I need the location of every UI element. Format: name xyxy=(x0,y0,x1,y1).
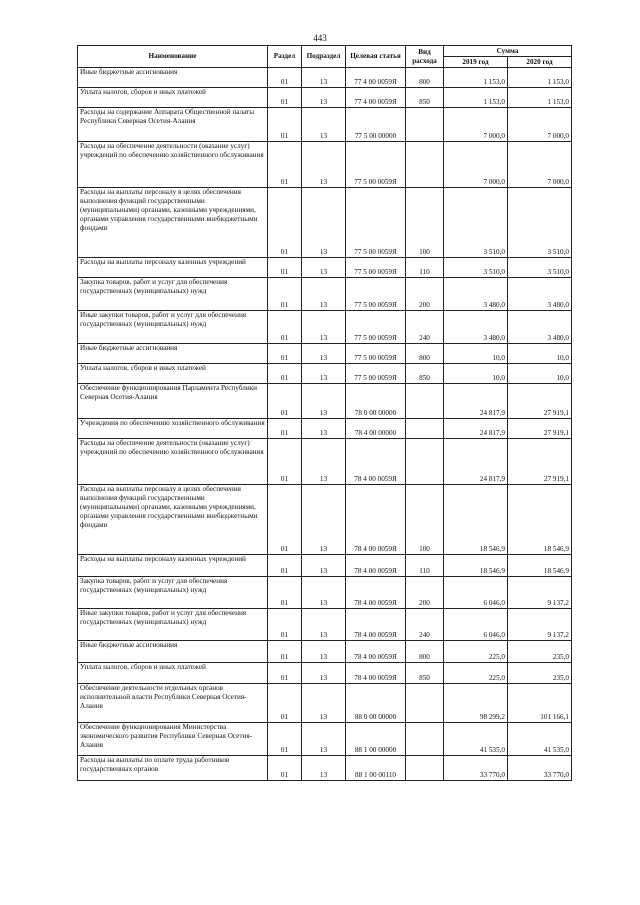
table-row xyxy=(78,485,572,555)
row-subsection: 13 xyxy=(302,684,346,723)
header-name: Наименование xyxy=(78,46,268,68)
row-expense-type xyxy=(406,419,444,439)
table-row xyxy=(78,278,572,311)
row-section: 01 xyxy=(268,258,302,278)
row-name: Расходы на выплаты персоналу в целях обеспечения выполнения функций государственными (муниципальными) органами, казенными учреждениями, органами управления государственными внебюджетными фондами xyxy=(78,188,268,258)
table-row xyxy=(78,364,572,384)
row-sum-2019: 225,0 xyxy=(444,663,508,684)
row-article: 77 5 00 0059Я xyxy=(346,278,406,311)
row-sum-2019: 7 000,0 xyxy=(444,142,508,188)
row-article: 78 4 00 00000 xyxy=(346,419,406,439)
row-section: 01 xyxy=(268,419,302,439)
row-expense-type xyxy=(406,142,444,188)
row-name: Иные бюджетные ассигнования xyxy=(78,68,268,88)
row-expense-type: 240 xyxy=(406,311,444,344)
row-section: 01 xyxy=(268,663,302,684)
row-section: 01 xyxy=(268,384,302,419)
row-sum-2020: 10,0 xyxy=(508,364,572,384)
row-section: 01 xyxy=(268,609,302,641)
row-subsection: 13 xyxy=(302,278,346,311)
row-section: 01 xyxy=(268,439,302,485)
row-section: 01 xyxy=(268,756,302,781)
row-article: 88 1 00 00000 xyxy=(346,723,406,756)
header-article: Целевая статья xyxy=(346,46,406,68)
row-sum-2020: 7 000,0 xyxy=(508,142,572,188)
row-name: Иные бюджетные ассигнования xyxy=(78,344,268,364)
row-sum-2020: 3 480,0 xyxy=(508,278,572,311)
row-sum-2020: 9 137,2 xyxy=(508,577,572,609)
row-expense-type: 100 xyxy=(406,485,444,555)
row-sum-2020: 235,0 xyxy=(508,663,572,684)
row-subsection: 13 xyxy=(302,419,346,439)
row-sum-2019: 24 817,9 xyxy=(444,419,508,439)
row-article: 77 5 00 0059Я xyxy=(346,364,406,384)
row-expense-type xyxy=(406,723,444,756)
header-year-2019: 2019 год xyxy=(444,57,508,68)
row-name: Закупка товаров, работ и услуг для обеспечения государственных (муниципальных) нужд xyxy=(78,278,268,311)
row-expense-type: 100 xyxy=(406,188,444,258)
row-subsection: 13 xyxy=(302,68,346,88)
row-subsection: 13 xyxy=(302,384,346,419)
row-article: 88 0 00 00000 xyxy=(346,684,406,723)
table-row xyxy=(78,142,572,188)
row-sum-2019: 3 510,0 xyxy=(444,258,508,278)
row-expense-type: 800 xyxy=(406,344,444,364)
table-row xyxy=(78,684,572,723)
row-section: 01 xyxy=(268,723,302,756)
header-sum: Сумма xyxy=(444,46,572,57)
row-expense-type: 110 xyxy=(406,555,444,577)
row-expense-type xyxy=(406,439,444,485)
row-article: 77 5 00 0059Я xyxy=(346,188,406,258)
row-subsection: 13 xyxy=(302,609,346,641)
row-section: 01 xyxy=(268,577,302,609)
row-sum-2020: 3 510,0 xyxy=(508,258,572,278)
row-sum-2020: 27 919,1 xyxy=(508,384,572,419)
row-sum-2019: 225,0 xyxy=(444,641,508,663)
row-subsection: 13 xyxy=(302,108,346,142)
row-section: 01 xyxy=(268,68,302,88)
row-section: 01 xyxy=(268,188,302,258)
budget-table xyxy=(77,45,572,781)
row-article: 77 5 00 0059Я xyxy=(346,311,406,344)
row-expense-type xyxy=(406,108,444,142)
row-subsection: 13 xyxy=(302,439,346,485)
row-sum-2019: 10,0 xyxy=(444,364,508,384)
row-expense-type: 240 xyxy=(406,609,444,641)
row-article: 77 5 00 0059Я xyxy=(346,344,406,364)
row-article: 78 4 00 0059Я xyxy=(346,485,406,555)
row-subsection: 13 xyxy=(302,311,346,344)
row-name: Уплата налогов, сборов и иных платежей xyxy=(78,88,268,108)
table-body xyxy=(78,68,572,781)
table-row xyxy=(78,577,572,609)
row-sum-2020: 18 546,9 xyxy=(508,555,572,577)
row-sum-2020: 33 770,0 xyxy=(508,756,572,781)
row-name: Расходы на содержание Аппарата Общественной палаты Республики Северная Осетия-Алания xyxy=(78,108,268,142)
row-subsection: 13 xyxy=(302,756,346,781)
row-article: 78 4 00 0059Я xyxy=(346,555,406,577)
row-section: 01 xyxy=(268,684,302,723)
row-sum-2019: 24 817,9 xyxy=(444,384,508,419)
row-sum-2019: 18 546,9 xyxy=(444,555,508,577)
row-section: 01 xyxy=(268,88,302,108)
row-article: 77 4 00 0059Я xyxy=(346,68,406,88)
row-expense-type: 850 xyxy=(406,364,444,384)
row-article: 78 0 00 00000 xyxy=(346,384,406,419)
row-sum-2020: 235,0 xyxy=(508,641,572,663)
row-article: 77 5 00 0059Я xyxy=(346,258,406,278)
row-article: 88 1 00 00110 xyxy=(346,756,406,781)
row-section: 01 xyxy=(268,641,302,663)
row-sum-2020: 7 000,0 xyxy=(508,108,572,142)
row-expense-type: 200 xyxy=(406,278,444,311)
row-expense-type: 800 xyxy=(406,641,444,663)
table-row xyxy=(78,419,572,439)
row-expense-type xyxy=(406,384,444,419)
row-sum-2019: 1 153,0 xyxy=(444,88,508,108)
row-article: 78 4 00 0059Я xyxy=(346,641,406,663)
row-article: 78 4 00 0059Я xyxy=(346,577,406,609)
row-subsection: 13 xyxy=(302,663,346,684)
row-sum-2020: 3 510,0 xyxy=(508,188,572,258)
table-row xyxy=(78,68,572,88)
table-row xyxy=(78,641,572,663)
table-row xyxy=(78,108,572,142)
row-sum-2019: 6 046,0 xyxy=(444,609,508,641)
row-sum-2020: 10,0 xyxy=(508,344,572,364)
row-sum-2019: 41 535,0 xyxy=(444,723,508,756)
header-subsection: Подраздел xyxy=(302,46,346,68)
table-row xyxy=(78,663,572,684)
row-article: 77 4 00 0059Я xyxy=(346,88,406,108)
page-number: 443 xyxy=(313,33,327,43)
row-name: Уплата налогов, сборов и иных платежей xyxy=(78,663,268,684)
row-name: Расходы на выплаты персоналу казенных учреждений xyxy=(78,555,268,577)
row-subsection: 13 xyxy=(302,258,346,278)
row-name: Расходы на обеспечение деятельности (оказание услуг) учреждений по обеспечению хозяйственного обслуживания xyxy=(78,142,268,188)
row-article: 78 4 00 0059Я xyxy=(346,609,406,641)
row-article: 77 5 00 0059Я xyxy=(346,142,406,188)
row-expense-type: 110 xyxy=(406,258,444,278)
row-sum-2020: 18 546,9 xyxy=(508,485,572,555)
row-subsection: 13 xyxy=(302,485,346,555)
header-section: Раздел xyxy=(268,46,302,68)
row-sum-2019: 3 480,0 xyxy=(444,278,508,311)
row-sum-2019: 3 510,0 xyxy=(444,188,508,258)
table-row xyxy=(78,88,572,108)
row-sum-2019: 1 153,0 xyxy=(444,68,508,88)
row-subsection: 13 xyxy=(302,88,346,108)
row-subsection: 13 xyxy=(302,641,346,663)
row-sum-2019: 18 546,9 xyxy=(444,485,508,555)
row-section: 01 xyxy=(268,142,302,188)
row-expense-type xyxy=(406,684,444,723)
row-section: 01 xyxy=(268,108,302,142)
row-name: Учреждения по обеспечению хозяйственного обслуживания xyxy=(78,419,268,439)
table-row xyxy=(78,723,572,756)
row-sum-2020: 41 535,0 xyxy=(508,723,572,756)
header-year-2020: 2020 год xyxy=(508,57,572,68)
row-expense-type: 850 xyxy=(406,663,444,684)
row-sum-2020: 27 919,1 xyxy=(508,419,572,439)
row-name: Иные бюджетные ассигнования xyxy=(78,641,268,663)
row-name: Обеспечение деятельности отдельных органов исполнительной власти Республики Северная Осетия-Алания xyxy=(78,684,268,723)
table-row xyxy=(78,258,572,278)
row-name: Иные закупки товаров, работ и услуг для обеспечения государственных (муниципальных) нужд xyxy=(78,609,268,641)
row-subsection: 13 xyxy=(302,555,346,577)
row-name: Иные закупки товаров, работ и услуг для обеспечения государственных (муниципальных) нужд xyxy=(78,311,268,344)
row-name: Расходы на выплаты персоналу в целях обеспечения выполнения функций государственными (муниципальными) органами, казенными учреждениями, органами управления государственными внебюджетными фондами xyxy=(78,485,268,555)
row-sum-2019: 33 770,0 xyxy=(444,756,508,781)
row-section: 01 xyxy=(268,485,302,555)
row-expense-type: 800 xyxy=(406,68,444,88)
row-name: Обеспечение функционирования Министерства экономического развития Республики Северная Осетия-Алания xyxy=(78,723,268,756)
row-sum-2019: 24 817,9 xyxy=(444,439,508,485)
row-sum-2020: 1 153,0 xyxy=(508,68,572,88)
row-sum-2019: 6 046,0 xyxy=(444,577,508,609)
table-row xyxy=(78,384,572,419)
row-sum-2019: 3 480,0 xyxy=(444,311,508,344)
row-name: Расходы на выплаты по оплате труда работников государственных органов xyxy=(78,756,268,781)
row-sum-2020: 101 166,1 xyxy=(508,684,572,723)
row-section: 01 xyxy=(268,344,302,364)
row-article: 78 4 00 0059Я xyxy=(346,439,406,485)
row-sum-2020: 1 153,0 xyxy=(508,88,572,108)
row-section: 01 xyxy=(268,278,302,311)
row-article: 77 5 00 00000 xyxy=(346,108,406,142)
row-section: 01 xyxy=(268,364,302,384)
row-sum-2020: 27 919,1 xyxy=(508,439,572,485)
row-subsection: 13 xyxy=(302,364,346,384)
row-section: 01 xyxy=(268,311,302,344)
row-section: 01 xyxy=(268,555,302,577)
table-row xyxy=(78,609,572,641)
table-row xyxy=(78,188,572,258)
table-row xyxy=(78,756,572,781)
row-subsection: 13 xyxy=(302,142,346,188)
row-sum-2019: 98 299,2 xyxy=(444,684,508,723)
row-article: 78 4 00 0059Я xyxy=(346,663,406,684)
row-name: Расходы на обеспечение деятельности (оказание услуг) учреждений по обеспечению хозяйственного обслуживания xyxy=(78,439,268,485)
row-name: Обеспечение функционирования Парламента Республики Северная Осетия-Алания xyxy=(78,384,268,419)
row-subsection: 13 xyxy=(302,577,346,609)
table-row xyxy=(78,311,572,344)
table-row xyxy=(78,344,572,364)
row-subsection: 13 xyxy=(302,723,346,756)
table-row xyxy=(78,439,572,485)
table-row xyxy=(78,555,572,577)
row-expense-type: 200 xyxy=(406,577,444,609)
row-expense-type xyxy=(406,756,444,781)
row-expense-type: 850 xyxy=(406,88,444,108)
row-subsection: 13 xyxy=(302,344,346,364)
row-name: Расходы на выплаты персоналу казенных учреждений xyxy=(78,258,268,278)
row-sum-2019: 10,0 xyxy=(444,344,508,364)
row-sum-2020: 9 137,2 xyxy=(508,609,572,641)
row-sum-2020: 3 480,0 xyxy=(508,311,572,344)
row-sum-2019: 7 000,0 xyxy=(444,108,508,142)
header-expense-type: Вид расхода xyxy=(406,46,444,68)
row-subsection: 13 xyxy=(302,188,346,258)
row-name: Уплата налогов, сборов и иных платежей xyxy=(78,364,268,384)
row-name: Закупка товаров, работ и услуг для обеспечения государственных (муниципальных) нужд xyxy=(78,577,268,609)
